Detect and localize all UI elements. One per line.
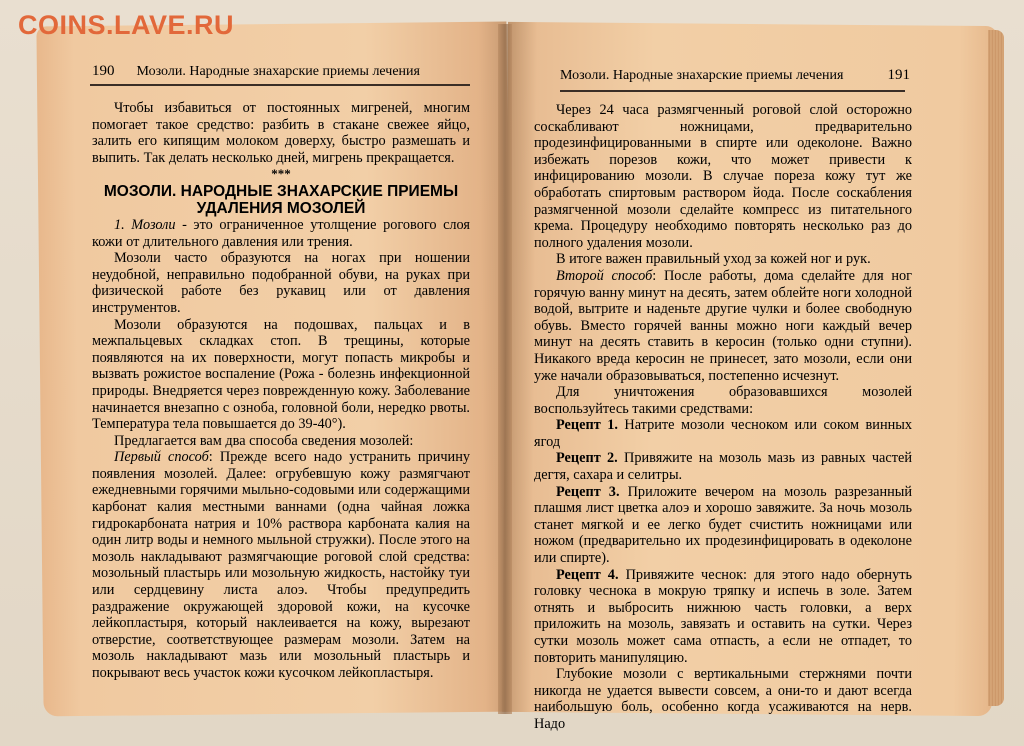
paragraph: Через 24 часа размягченный роговой слой осторожно соскабливают ножницами, предварительно продезинфицированными в спирте или одеколоне. Важно избежать порезов кожи, что может привести к инфицированию мозоли. В случае пореза кожу тут же обработать спиртовым раствором йода. После соскабления размягченной мозоли сделайте компресс из питательного крема. Процедуру необходимо повторять несколько раз до полного удаления мозоли. <box>534 102 912 251</box>
paragraph: Глубокие мозоли с вертикальными стержнями почти никогда не удается вывести совсем, а они-то и дают всегда наибольшую боль, особенно когда усаживаются на нерв. Надо <box>534 666 912 732</box>
recipe-4: Рецепт 4. Привяжите чеснок: для этого надо обернуть головку чеснока в мокрую тряпку и испечь в золе. Затем отнять и выбросить нижнюю часть головки, а верх приложить на мозоль, завязать и оставить на сутки. Через сутки мозоль может сама отпасть, а если не отпадет, то повторить манипуляцию. <box>534 566 912 666</box>
paragraph: Первый способ: Прежде всего надо устранить причину появления мозолей. Далее: огрубевшую кожу размягчают ежедневными горячими мыльно-содовыми или содержащими карбонат калия местными ваннами (одна чайная ложка гидрокарбоната натрия и 10% раствора карбоната калия на один литр воды и немного мыльной стружки). После этого на мозоль накладывают размягчающие роговой слой средства: мозольный пластырь или мозольную жидкость, настойку туи или сердцевину листа алоэ. Чтобы предупредить раздражение окружающей здоровой кожи, на кусочке лейкопластыря, который наклеивается на кожу, вырезают отверстие, соответствующее размерам мозоли. Затем на мозоль накладывают мазь или мозольный пластырь и покрывают весь участок кожи кусочком лейкопластыря. <box>92 449 471 681</box>
paragraph: Мозоли образуются на подошвах, пальцах и в межпальцевых складках стоп. В трещины, которые появляются на их поверхности, могут попасть микробы и вызвать рожистое воспаление (Рожа - болезнь инфекционной природы. Внедряется через поврежденную кожу. Заболевание начинается внезапно с озноба, головной боли, нередко рвоты. Температура тела повышается до 39-40°). <box>92 316 470 433</box>
left-running-title: Мозоли. Народные знахарские приемы лечения <box>136 64 420 79</box>
recipe-1: Рецепт 1. Натрите мозоли чесноком или соком винных ягод <box>534 417 913 450</box>
right-page-header <box>560 62 910 84</box>
left-page-body <box>92 100 470 682</box>
paragraph: Мозоли часто образуются на ногах при ношении неудобной, неправильно подобранной обуви, на руках при физической работе без рукавиц или от давления инструментов. <box>92 250 470 316</box>
paragraph: 1. Мозоли - это ограниченное утолщение рогового слоя кожи от длительного давления или трения. <box>92 216 471 250</box>
left-header-rule <box>90 84 470 86</box>
right-page-number: 191 <box>887 67 910 83</box>
page-edges <box>988 30 1004 706</box>
paragraph: Предлагается вам два способа сведения мозолей: <box>114 432 414 449</box>
recipe-3: Рецепт 3. Приложите вечером на мозоль разрезанный плашмя лист цветка алоэ и хорошо завяжите. За ночь мозоль станет мягкой и ее легко будет счистить ножницами или ножом (предварительно их продезинфицировать в одеколоне или спирте). <box>534 483 913 567</box>
book-spine <box>498 24 512 714</box>
right-running-title: Мозоли. Народные знахарские приемы лечения <box>560 68 844 83</box>
section-title: МОЗОЛИ. НАРОДНЫЕ ЗНАХАРСКИЕ ПРИЕМЫ УДАЛЕНИЯ МОЗОЛЕЙ <box>103 182 459 217</box>
right-page-body <box>534 102 912 733</box>
left-page-header <box>92 58 472 80</box>
intro-paragraph: Чтобы избавиться от постоянных мигреней, многим помогает такое средство: разбить в стакане свежее яйцо, залить его кипящим молоком доверху, быстро размешать и выпить. Так делать несколько дней, мигрень прекращается. <box>92 100 470 166</box>
left-page-number: 190 <box>92 63 115 79</box>
right-header-rule <box>560 90 905 92</box>
section-separator: *** <box>271 166 291 182</box>
paragraph: Для уничтожения образовавшихся мозолей воспользуйтесь такими средствами: <box>534 384 912 417</box>
paragraph: Второй способ: После работы, дома сделайте для ног горячую ванну минут на десять, затем облейте ноги холодной водой, вытрите и наденьте другие чулки и более свободную обувь. Вместо горячей ванны можно ноги каждый вечер минут на десять ставить в керосин (только одни ступни). Никакого вреда керосин не принесет, зато мозоли, если они уже начали образовываться, постепенно исчезнут. <box>534 267 912 384</box>
paragraph: В итоге важен правильный уход за кожей ног и рук. <box>556 251 871 268</box>
recipe-2: Рецепт 2. Привяжите на мозоль мазь из равных частей дегтя, сахара и селитры. <box>534 450 912 484</box>
watermark-logo: COINS.LAVE.RU <box>18 10 235 40</box>
